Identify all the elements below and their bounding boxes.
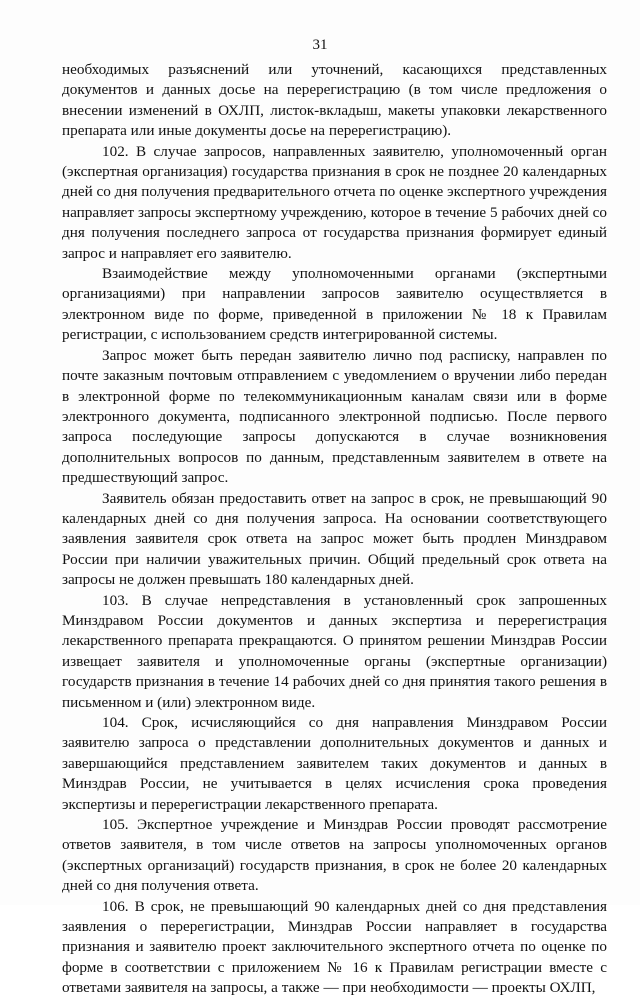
page-number: 31 <box>312 37 328 53</box>
paragraph-interaction: Взаимодействие между уполномоченными органами (экспертными организациями) при направлении запросов заявителю осуществляется в электронном виде по форме, приведенной в приложении № 18 к Правилам регистрации, с использованием средств интегрированной системы. <box>62 265 607 344</box>
paragraph-continuation: необходимых разъяснений или уточнений, касающихся представленных документов и данных досье на перерегистрацию (в том числе предложения о внесении изменений в ОХЛП, листок-вкладыш, макеты упаковки лекарственного препарата или иные документы досье на перерегистрацию). <box>62 61 607 140</box>
paragraph-103: 103. В случае непредставления в установленный срок запрошенных Минздравом России документов и данных экспертиза и перерегистрация лекарственного препарата прекращаются. О принятом решении Минздрав России извещает заявителя и уполномоченные органы (экспертные организации) государств признания в течение 14 рабочих дней со дня принятия такого решения в письменном и (или) электронном виде. <box>62 591 607 711</box>
paragraph-102: 102. В случае запросов, направленных заявителю, уполномоченный орган (экспертная организация) государства признания в срок не позднее 20 календарных дней со дня получения предварительного отчета по оценке экспертного учреждения направляет запросы экспертному учреждению, которое в течение 5 рабочих дней со дня получения последнего запроса от государства признания формирует единый запрос и направляет его заявителю. <box>62 142 607 262</box>
paragraph-106: 106. В срок, не превышающий 90 календарных дней со дня представления заявления о перерегистрации, Минздрав России направляет в государства признания и заявителю проект заключительного экспертного отчета по оценке по форме в соответствии с приложением № 16 к Правилам регистрации вместе с ответами заявителя на запросы, а также — при необходимости — проекты ОХЛП, <box>62 897 607 997</box>
paragraph-response-deadline: Заявитель обязан предоставить ответ на запрос в срок, не превышающий 90 календарных дней со дня получения запроса. На основании соответствующего заявления заявителя срок ответа на запрос может быть продлен Минздравом России при наличии уважительных причин. Общий предельный срок ответа на запросы не должен превышать 180 календарных дней. <box>62 489 607 589</box>
document-body <box>62 60 607 999</box>
paragraph-request-delivery: Запрос может быть передан заявителю лично под расписку, направлен по почте заказным почтовым отправлением с уведомлением о вручении либо передан в электронной форме по телекоммуникационным каналам связи или в форме электронного документа, подписанного электронной подписью. После первого запроса последующие запросы допускаются в случае возникновения дополнительных вопросов по данным, представленным заявителем в ответе на предшествующий запрос. <box>62 346 607 487</box>
paragraph-105: 105. Экспертное учреждение и Минздрав России проводят рассмотрение ответов заявителя, в том числе ответов на запросы уполномоченных органов (экспертных организаций) государств признания, в срок не более 20 календарных дней со дня получения ответа. <box>62 816 607 895</box>
paragraph-104: 104. Срок, исчисляющийся со дня направления Минздравом России заявителю запроса о представлении дополнительных документов и данных и завершающийся представлением заявителем таких документов и данных в Минздрав России, не учитывается в целях исчисления срока проведения экспертизы и перерегистрации лекарственного препарата. <box>62 714 607 813</box>
